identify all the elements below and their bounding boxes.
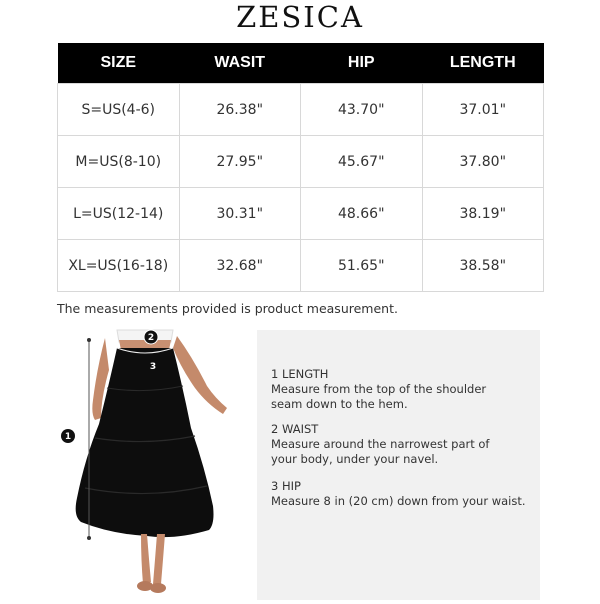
instruction-title: 3 HIP [271, 479, 301, 493]
cell-size: XL=US(16-18) [58, 240, 180, 292]
svg-text:2: 2 [147, 333, 155, 343]
table-row [58, 84, 544, 136]
cell-size: S=US(4-6) [58, 84, 180, 136]
instruction-text: your body, under your navel. [271, 452, 439, 466]
right-foot [150, 583, 166, 593]
brand-logo: ZESICA [236, 0, 364, 34]
marker-hip [150, 362, 156, 372]
header-length: LENGTH [422, 43, 544, 84]
cell-hip: 43.70" [301, 84, 423, 136]
table-row [58, 240, 544, 292]
marker-waist [144, 330, 158, 344]
cell-length: 38.58" [422, 240, 544, 292]
right-leg [153, 534, 165, 584]
cell-hip: 51.65" [301, 240, 423, 292]
svg-text:1: 1 [64, 432, 72, 442]
skirt-illustration [55, 328, 245, 600]
header-size: SIZE [58, 43, 180, 84]
header-hip: HIP [301, 43, 423, 84]
svg-text:3: 3 [149, 362, 157, 372]
instruction-waist [271, 422, 489, 467]
instruction-title: 2 WAIST [271, 422, 319, 436]
instruction-title: 1 LENGTH [271, 367, 329, 381]
table-header-row [58, 43, 544, 84]
instruction-text: Measure 8 in (20 cm) down from your waist. [271, 494, 526, 508]
marker-length [61, 429, 75, 443]
cell-hip: 48.66" [301, 188, 423, 240]
cell-waist: 27.95" [179, 136, 301, 188]
instruction-text: seam down to the hem. [271, 397, 408, 411]
cell-size: L=US(12-14) [58, 188, 180, 240]
cell-length: 37.01" [422, 84, 544, 136]
instruction-text: Measure from the top of the shoulder [271, 382, 487, 396]
header-waist: WASIT [179, 43, 301, 84]
cell-length: 38.19" [422, 188, 544, 240]
model-figure [55, 328, 245, 600]
instruction-hip [271, 479, 526, 509]
cell-waist: 26.38" [179, 84, 301, 136]
instructions-panel [257, 330, 540, 600]
measurement-note: The measurements provided is product measurement. [57, 301, 398, 316]
table-row [58, 188, 544, 240]
instruction-text: Measure around the narrowest part of [271, 437, 490, 451]
cell-length: 37.80" [422, 136, 544, 188]
table-row [58, 136, 544, 188]
cell-waist: 32.68" [179, 240, 301, 292]
cell-waist: 30.31" [179, 188, 301, 240]
cell-size: M=US(8-10) [58, 136, 180, 188]
left-leg [141, 534, 151, 584]
size-chart-table [57, 43, 544, 292]
instruction-length [271, 367, 486, 412]
cell-hip: 45.67" [301, 136, 423, 188]
